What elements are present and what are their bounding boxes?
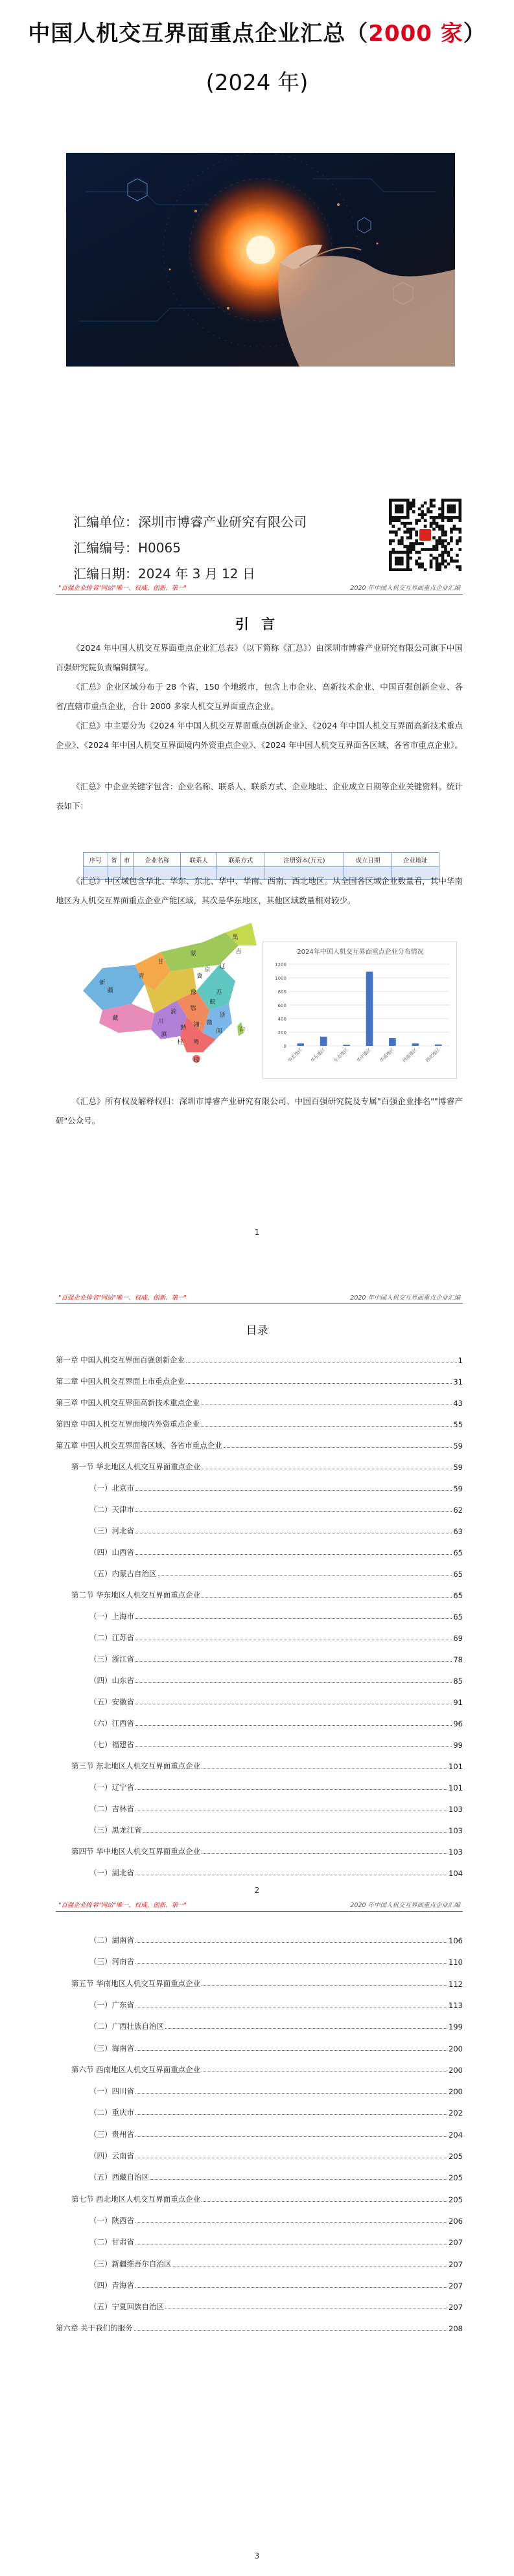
toc-entry[interactable] <box>56 1779 463 1792</box>
chart-bar <box>343 1045 350 1046</box>
toc-entry-page: 103 <box>449 1805 463 1814</box>
toc-entry-text: 第二章 中国人机交互界面上市重点企业 <box>56 1377 185 1386</box>
table-header-cell: 企业名称 <box>134 853 181 867</box>
toc-entry-text: （四）山东省 <box>89 1676 134 1685</box>
toc-leader-dots <box>135 2050 447 2051</box>
table-header-cell: 序号 <box>84 853 108 867</box>
page-number-1: 1 <box>254 1228 260 1237</box>
toc-entry-text: （五）西藏自治区 <box>89 2173 149 2182</box>
toc-leader-dots <box>202 1853 447 1854</box>
toc-entry[interactable] <box>56 1459 463 1472</box>
document-subtitle: (2024 年) <box>205 70 309 96</box>
toc-entry-text: （四）青海省 <box>89 2280 134 2290</box>
chart-x-tick-label: 华东地区 <box>310 1046 327 1064</box>
toc-leader-dots <box>135 2222 447 2223</box>
toc-entry[interactable] <box>56 2191 463 2204</box>
map-province-label: 冀 <box>196 973 203 980</box>
toc-entry-page: 31 <box>453 1377 463 1386</box>
toc-leader-dots <box>135 1746 452 1747</box>
toc-entry-text: 第三章 中国人机交互界面高新技术重点企业 <box>56 1398 200 1407</box>
toc-entry-page: 113 <box>449 2000 463 2010</box>
page-header-3 <box>56 1897 463 1912</box>
intro-paragraph-6: 《汇总》所有权及解释权归：深圳市博睿产业研究有限公司、中国百强研究院及专属"百强企业排名""博睿产研"公众号。 <box>56 1096 463 1125</box>
toc-leader-dots <box>135 2093 447 2094</box>
toc-entry[interactable] <box>56 1373 463 1386</box>
map-province-label: 台 <box>239 1026 246 1033</box>
map-province-label: 滇 <box>161 1032 167 1038</box>
toc-entry-text: （三）新疆维吾尔自治区 <box>89 2259 172 2268</box>
chart-y-tick-label: 800 <box>277 989 286 995</box>
table-header-cell: 企业地址 <box>391 853 439 867</box>
chart-x-tick-label: 西南地区 <box>401 1046 419 1064</box>
toc-entry-page: 208 <box>449 2324 463 2334</box>
toc-entry-page: 91 <box>453 1698 463 1707</box>
toc-entry[interactable] <box>56 1523 463 1536</box>
map-province-label: 湘 <box>193 1022 200 1028</box>
toc-entry-text: （六）江西省 <box>89 1719 134 1728</box>
intro-paragraph-4: 《汇总》中企业关键字包含：企业名称、联系人、联系方式、企业地址、企业成立日期等企业关键资料。统计表如下： <box>56 782 463 811</box>
toc-entry-text: （二）广西壮族自治区 <box>89 2022 164 2031</box>
toc-entry[interactable] <box>56 2213 463 2226</box>
map-province-label: 鄂 <box>190 1006 196 1012</box>
toc-entry-text: 第七节 西北地区人机交互界面重点企业 <box>71 2194 201 2204</box>
chart-x-tick-label: 东北地区 <box>333 1046 349 1064</box>
toc-leader-dots <box>135 1661 452 1662</box>
toc-entry-text: （三）贵州省 <box>89 2129 134 2139</box>
toc-leader-dots <box>186 1383 452 1384</box>
toc-entry-page: 200 <box>449 2065 463 2075</box>
header-left: "百强企业排名"网站"唯一、权威、创新、第一" <box>58 585 187 592</box>
toc-entry-page: 205 <box>449 2152 463 2161</box>
chart-bar <box>297 1043 304 1046</box>
toc-entry-page: 101 <box>449 1762 463 1771</box>
toc-entry-text: （二）甘肃省 <box>89 2237 134 2247</box>
header-left: "百强企业排名"网站"唯一、权威、创新、第一" <box>58 1294 187 1302</box>
chart-y-tick-label: 1000 <box>275 976 286 981</box>
toc-entry[interactable] <box>56 1480 463 1493</box>
toc-entry-page: 59 <box>453 1484 463 1493</box>
chart-y-tick-label: 600 <box>277 1003 286 1008</box>
map-province-label: 京 <box>204 967 211 973</box>
qr-code <box>389 499 461 571</box>
toc-entry-page: 202 <box>449 2108 463 2118</box>
toc-entry-page: 62 <box>453 1506 463 1515</box>
intro-paragraph-2: 《汇总》企业区域分布于 28 个省，150 个地级市，包含上市企业、高新技术企业、中国百强创新企业、各省/直辖市重点企业，合计 2000 多家人机交互界面重点企业。 <box>56 682 463 711</box>
toc-entry-text: （一）辽宁省 <box>89 1783 134 1792</box>
toc-entry[interactable] <box>56 1609 463 1621</box>
chart-bar <box>435 1045 442 1046</box>
header-right: 2020 年中国人机交互界面重点企业汇编 <box>350 1294 460 1302</box>
table-header-cell: 省 <box>108 853 121 867</box>
toc-leader-dots <box>135 1490 452 1491</box>
toc-entry-page: 206 <box>449 2216 463 2226</box>
toc-entry-text: （二）江苏省 <box>89 1633 134 1642</box>
toc-leader-dots <box>135 2287 447 2288</box>
toc-entry-page: 78 <box>453 1655 463 1664</box>
chart-y-tick-label: 1200 <box>275 962 286 967</box>
map-province-label: 闽 <box>216 1028 222 1035</box>
chart-bar <box>389 1038 396 1046</box>
toc-entry-text: 第五节 华南地区人机交互界面重点企业 <box>71 1978 201 1988</box>
toc-entry-text: 第一节 华北地区人机交互界面重点企业 <box>71 1462 201 1471</box>
toc-leader-dots <box>224 1447 452 1448</box>
map-province-label: 桂 <box>177 1039 183 1046</box>
toc-entry[interactable] <box>56 1737 463 1750</box>
toc-entry[interactable] <box>56 1587 463 1600</box>
toc-entry[interactable] <box>56 1844 463 1857</box>
toc-entry-text: 第六节 西南地区人机交互界面重点企业 <box>71 2064 201 2074</box>
toc-entry-text: 第五章 中国人机交互界面各区域、各省市重点企业 <box>56 1441 222 1450</box>
toc-entry-page: 103 <box>449 1847 463 1857</box>
map-province-label: 皖 <box>209 999 216 1006</box>
header-left: "百强企业排名"网站"唯一、权威、创新、第一" <box>58 1902 187 1909</box>
toc-entry-page: 99 <box>453 1741 463 1750</box>
toc-entry[interactable] <box>56 2127 463 2140</box>
toc-entry-text: （四）云南省 <box>89 2151 134 2160</box>
toc-entry-text: （五）宁夏回族自治区 <box>89 2302 164 2312</box>
chart-x-tick-label: 西北地区 <box>425 1046 441 1064</box>
toc-entry-page: 55 <box>453 1420 463 1429</box>
page-number-3: 3 <box>254 2551 260 2560</box>
toc-entry-text: （一）北京市 <box>89 1484 134 1493</box>
toc-entry-page: 65 <box>453 1548 463 1557</box>
toc-entry-text: （七）福建省 <box>89 1740 134 1749</box>
toc-entry-page: 85 <box>453 1677 463 1686</box>
toc-entry-text: 第四节 华中地区人机交互界面重点企业 <box>71 1847 201 1856</box>
map-province-label: 川 <box>158 1019 164 1025</box>
toc-entry-page: 69 <box>453 1634 463 1643</box>
toc-entry[interactable] <box>56 1694 463 1707</box>
table-header-cell: 联系方式 <box>216 853 264 867</box>
toc-leader-dots <box>135 2136 447 2137</box>
toc-entry-page: 96 <box>453 1719 463 1728</box>
map-province-label: 粤 <box>193 1039 200 1046</box>
toc-leader-dots <box>135 1682 452 1683</box>
header-right: 2020 年中国人机交互界面重点企业汇编 <box>350 1902 460 1909</box>
toc-entry-text: （三）浙江省 <box>89 1655 134 1664</box>
toc-entry-text: （二）重庆市 <box>89 2108 134 2118</box>
compile-number: 汇编编号：H0065 <box>73 540 181 556</box>
toc-entry-text: （二）吉林省 <box>89 1804 134 1813</box>
toc-entry-text: （三）黑龙江省 <box>89 1825 142 1835</box>
document-title: 中国人机交互界面重点企业汇总（2000 家） <box>28 21 486 47</box>
toc-entry-page: 112 <box>449 1979 463 1989</box>
toc-entry-text: （五）安徽省 <box>89 1697 134 1706</box>
cover-image <box>66 153 455 367</box>
chart-x-tick-label: 华南地区 <box>379 1046 395 1064</box>
toc-entry-page: 59 <box>453 1441 463 1451</box>
map-province-label: 赣 <box>206 1020 213 1026</box>
toc-entry-page: 43 <box>453 1399 463 1408</box>
toc-entry-text: （二）天津市 <box>89 1505 134 1514</box>
intro-paragraph-5: 《汇总》中区域包含华北、华东、东北、华中、华南、西南、西北地区。从全国各区域企业数量看，其中华南地区为人机交互界面重点企业产能区域，其次是华东地区，其他区域数量相对较少。 <box>56 876 463 905</box>
toc-entry[interactable] <box>56 1395 463 1408</box>
toc-entry-page: 104 <box>449 1869 463 1878</box>
toc-entry-text: （一）上海市 <box>89 1612 134 1621</box>
page-number-2: 2 <box>254 1886 260 1895</box>
toc-entry-text: 第四章 中国人机交互界面境内外资重点企业 <box>56 1419 200 1429</box>
page-header <box>56 580 463 594</box>
toc-entry-page: 205 <box>449 2173 463 2183</box>
title-highlight: 2000 家 <box>368 21 463 47</box>
compiler-unit: 汇编单位：深圳市博睿产业研究有限公司 <box>73 514 307 530</box>
region-bar-chart <box>263 942 457 1079</box>
map-province-label: 吉 <box>235 949 242 955</box>
toc-entry-page: 101 <box>449 1783 463 1792</box>
toc-entry-page: 207 <box>449 2238 463 2248</box>
map-province-label: 豫 <box>190 989 196 996</box>
toc-entry-page: 59 <box>453 1463 463 1472</box>
map-province-label: 浙 <box>219 1012 226 1019</box>
toc-entry[interactable] <box>56 1865 463 1878</box>
toc-entry-page: 1 <box>458 1356 463 1365</box>
toc-entry-page: 63 <box>453 1527 463 1536</box>
toc-entry-page: 106 <box>449 1936 463 1945</box>
intro-title: 引 言 <box>235 616 279 632</box>
toc-leader-dots <box>201 1426 452 1427</box>
toc-entry[interactable] <box>56 2105 463 2118</box>
toc-entry[interactable] <box>56 2234 463 2247</box>
toc-entry-text: （二）湖南省 <box>89 1936 134 1945</box>
toc-entry-page: 65 <box>453 1612 463 1621</box>
chart-x-tick-label: 华北地区 <box>286 1046 304 1064</box>
map-province-label: 藏 <box>112 1015 119 1022</box>
toc-entry-page: 204 <box>449 2130 463 2140</box>
chart-y-tick-label: 200 <box>277 1030 286 1035</box>
toc-entry-text: 第六章 关于我们的服务 <box>56 2323 133 2333</box>
toc-entry-text: （一）四川省 <box>89 2086 134 2096</box>
toc-entry[interactable] <box>56 2169 463 2182</box>
toc-entry[interactable] <box>56 1651 463 1664</box>
toc-leader-dots <box>150 2179 447 2180</box>
toc-entry-page: 200 <box>449 2087 463 2097</box>
toc-entry[interactable] <box>56 1758 463 1771</box>
toc-entry[interactable] <box>56 1954 463 1967</box>
toc-leader-dots <box>143 1832 448 1833</box>
chart-x-tick-label: 华中地区 <box>355 1046 373 1064</box>
toc-entry-text: （三）海南省 <box>89 2043 134 2053</box>
toc-entry[interactable] <box>56 1997 463 2010</box>
cover-image-art <box>66 153 455 367</box>
toc-entry[interactable] <box>56 1502 463 1515</box>
map-province-label: 渝 <box>170 1009 177 1015</box>
toc-entry[interactable] <box>56 1416 463 1429</box>
toc-leader-dots <box>202 2201 447 2202</box>
toc-entry-text: 第二节 华东地区人机交互界面重点企业 <box>71 1590 201 1599</box>
toc-entry-page: 65 <box>453 1570 463 1579</box>
toc-entry[interactable] <box>56 1352 463 1365</box>
intro-paragraph-1: 《2024 年中国人机交互界面重点企业汇总表》（以下简称《汇总》）由深圳市博睿产业研究有限公司旗下中国百强研究院负责编辑撰写。 <box>56 643 463 672</box>
table-header-cell: 市 <box>121 853 134 867</box>
toc-leader-dots <box>135 1554 452 1555</box>
map-province-label: 苏 <box>216 989 222 996</box>
map-province-label: 疆 <box>107 988 113 994</box>
toc-entry[interactable] <box>56 2277 463 2290</box>
toc-entry-text: 第一章 中国人机交互界面百强创新企业 <box>56 1355 185 1364</box>
chart-bar <box>412 1043 419 1046</box>
table-header-cell: 成立日期 <box>344 853 391 867</box>
toc-entry[interactable] <box>56 1801 463 1814</box>
toc-leader-dots <box>135 1511 452 1512</box>
china-region-map <box>64 907 258 1068</box>
map-province-label: 黔 <box>180 1025 187 1032</box>
header-right: 2020 年中国人机交互界面重点企业汇编 <box>350 585 460 592</box>
toc-entry[interactable] <box>56 1673 463 1686</box>
toc-entry-text: （一）陕西省 <box>89 2215 134 2225</box>
toc-entry[interactable] <box>56 1438 463 1451</box>
map-province-label: 蒙 <box>190 951 196 957</box>
toc-entry-text: 第三节 东北地区人机交互界面重点企业 <box>71 1761 201 1770</box>
chart-y-tick-label: 0 <box>283 1044 286 1049</box>
toc-entry[interactable] <box>56 2062 463 2075</box>
toc-entry-page: 207 <box>449 2303 463 2312</box>
toc-entry-page: 200 <box>449 2044 463 2053</box>
chart-title: 2024年中国人机交互界面重点企业分布情况 <box>297 949 424 956</box>
map-province-label: 黑 <box>232 934 239 941</box>
toc-entry-text: （四）山西省 <box>89 1548 134 1557</box>
toc-entry[interactable] <box>56 2299 463 2312</box>
toc-leader-dots <box>135 2114 447 2115</box>
toc-entry[interactable] <box>56 1932 463 1945</box>
toc-leader-dots <box>202 1985 447 1986</box>
toc-entry[interactable] <box>56 2083 463 2096</box>
toc-entry-text: （五）内蒙古自治区 <box>89 1569 157 1578</box>
toc-entry-page: 207 <box>449 2259 463 2269</box>
chart-y-tick-label: 400 <box>277 1017 286 1022</box>
toc-leader-dots <box>135 1963 447 1964</box>
toc-entry[interactable] <box>56 2256 463 2269</box>
toc-leader-dots <box>135 1618 452 1619</box>
toc-entry-page: 103 <box>449 1826 463 1835</box>
toc-entry-page: 199 <box>449 2022 463 2032</box>
toc-entry[interactable] <box>56 2320 463 2333</box>
toc-entry[interactable] <box>56 1976 463 1989</box>
compile-date: 汇编日期：2024 年 3 月 12 日 <box>73 566 255 582</box>
toc-leader-dots <box>165 2028 447 2029</box>
chart-canvas <box>263 942 458 1079</box>
toc-entry-text: （一）广东省 <box>89 2000 134 2009</box>
toc-entry[interactable] <box>56 2040 463 2053</box>
toc-entry[interactable] <box>56 1630 463 1643</box>
toc-leader-dots <box>135 1942 447 1943</box>
toc-entry-page: 207 <box>449 2281 463 2290</box>
map-province-label: 甘 <box>158 959 164 966</box>
toc-entry-text: （三）河北省 <box>89 1526 134 1535</box>
chart-bar <box>366 972 373 1046</box>
chart-bar <box>320 1037 327 1046</box>
table-header-cell: 注册资本(万元) <box>264 853 344 867</box>
page-header-2 <box>56 1290 463 1304</box>
map-province-label: 辽 <box>219 964 226 970</box>
toc-entry[interactable] <box>56 1822 463 1835</box>
toc-entry-page: 205 <box>449 2195 463 2204</box>
toc-entry-page: 65 <box>453 1591 463 1600</box>
china-map-art <box>64 907 258 1068</box>
toc-entry-text: （三）河南省 <box>89 1957 134 1967</box>
map-province-label: 青 <box>138 973 145 980</box>
toc-entry[interactable] <box>56 2148 463 2161</box>
toc-entry-text: （一）湖北省 <box>89 1868 134 1877</box>
toc-entry[interactable] <box>56 1715 463 1728</box>
toc-leader-dots <box>135 1789 447 1790</box>
toc-leader-dots <box>202 1597 452 1598</box>
toc-entry-page: 110 <box>449 1958 463 1967</box>
toc-leader-dots <box>134 2330 447 2331</box>
map-province-label: 琼 <box>193 1057 200 1064</box>
toc-entry[interactable] <box>56 1544 463 1557</box>
toc-title: 目录 <box>246 1324 268 1337</box>
intro-paragraph-3: 《汇总》中主要分为《2024 年中国人机交互界面重点创新企业》、《2024 年中国人机交互界面高新技术重点企业》、《2024 年中国人机交互界面境内外资重点企业》、《2024 年中国人机交互界面各区域、各省市重点企业》。 <box>56 721 463 750</box>
table-header-cell: 联系人 <box>181 853 216 867</box>
toc-entry[interactable] <box>56 1566 463 1579</box>
toc-leader-dots <box>135 1725 452 1726</box>
toc-entry[interactable] <box>56 2018 463 2031</box>
map-province-label: 新 <box>99 980 106 986</box>
